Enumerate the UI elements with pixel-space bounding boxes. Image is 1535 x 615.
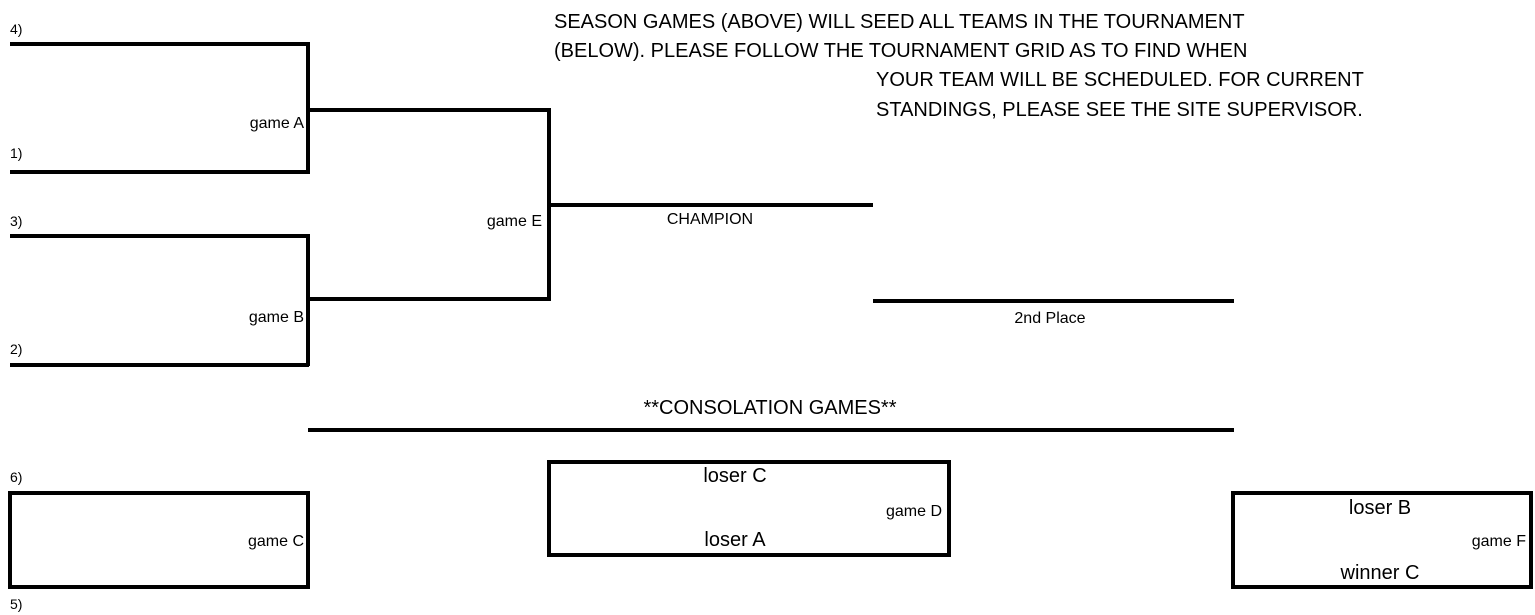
game-f-connector	[1529, 491, 1533, 589]
seed-2-label: 2)	[10, 341, 23, 357]
seed-5-label: 5)	[10, 596, 23, 612]
game-c-left-edge	[8, 491, 12, 589]
game-e-label: game E	[486, 213, 542, 230]
game-f-top-line	[1231, 491, 1533, 495]
champion-line	[547, 203, 873, 207]
game-d-label: game D	[885, 503, 942, 520]
consolation-title: **CONSOLATION GAMES**	[643, 397, 897, 419]
seed-6-line	[8, 491, 310, 495]
game-d-connector	[947, 460, 951, 557]
game-f-left-edge	[1231, 491, 1235, 589]
champion-label: CHAMPION	[666, 211, 754, 228]
seed-3-line	[10, 234, 309, 238]
game-d-left-edge	[547, 460, 551, 557]
game-f-bottom-line	[1231, 585, 1533, 589]
game-f-label: game F	[1471, 533, 1526, 550]
second-place-line	[873, 299, 1234, 303]
seed-1-line	[10, 170, 309, 174]
game-f-bottom-team: winner C	[1340, 562, 1420, 584]
notice-line-1: SEASON GAMES (ABOVE) WILL SEED ALL TEAMS IN THE TOURNAMENT	[554, 11, 1245, 33]
consolation-divider	[308, 428, 1234, 432]
game-d-top-line	[547, 460, 951, 464]
seed-6-label: 6)	[10, 469, 23, 485]
seed-2-line	[10, 363, 309, 367]
seed-4-line	[10, 42, 309, 46]
game-c-connector	[306, 491, 310, 589]
game-c-label: game C	[247, 533, 304, 550]
game-a-label: game A	[249, 115, 304, 132]
seed-1-label: 1)	[10, 145, 23, 161]
notice-line-4: STANDINGS, PLEASE SEE THE SITE SUPERVISOR.	[876, 99, 1363, 121]
game-d-bottom-line	[547, 553, 951, 557]
seed-3-label: 3)	[10, 213, 23, 229]
seed-5-line	[8, 585, 310, 589]
game-b-label: game B	[248, 309, 304, 326]
notice-line-3: YOUR TEAM WILL BE SCHEDULED. FOR CURRENT	[876, 69, 1364, 91]
second-place-label: 2nd Place	[1014, 310, 1086, 327]
seed-4-label: 4)	[10, 21, 23, 37]
winner-a-line	[306, 108, 551, 112]
game-d-bottom-team: loser A	[704, 529, 766, 551]
notice-line-2: (BELOW). PLEASE FOLLOW THE TOURNAMENT GRID AS TO FIND WHEN	[554, 40, 1248, 62]
winner-b-line	[306, 297, 551, 301]
game-f-top-team: loser B	[1348, 497, 1412, 519]
game-d-top-team: loser C	[703, 465, 767, 487]
